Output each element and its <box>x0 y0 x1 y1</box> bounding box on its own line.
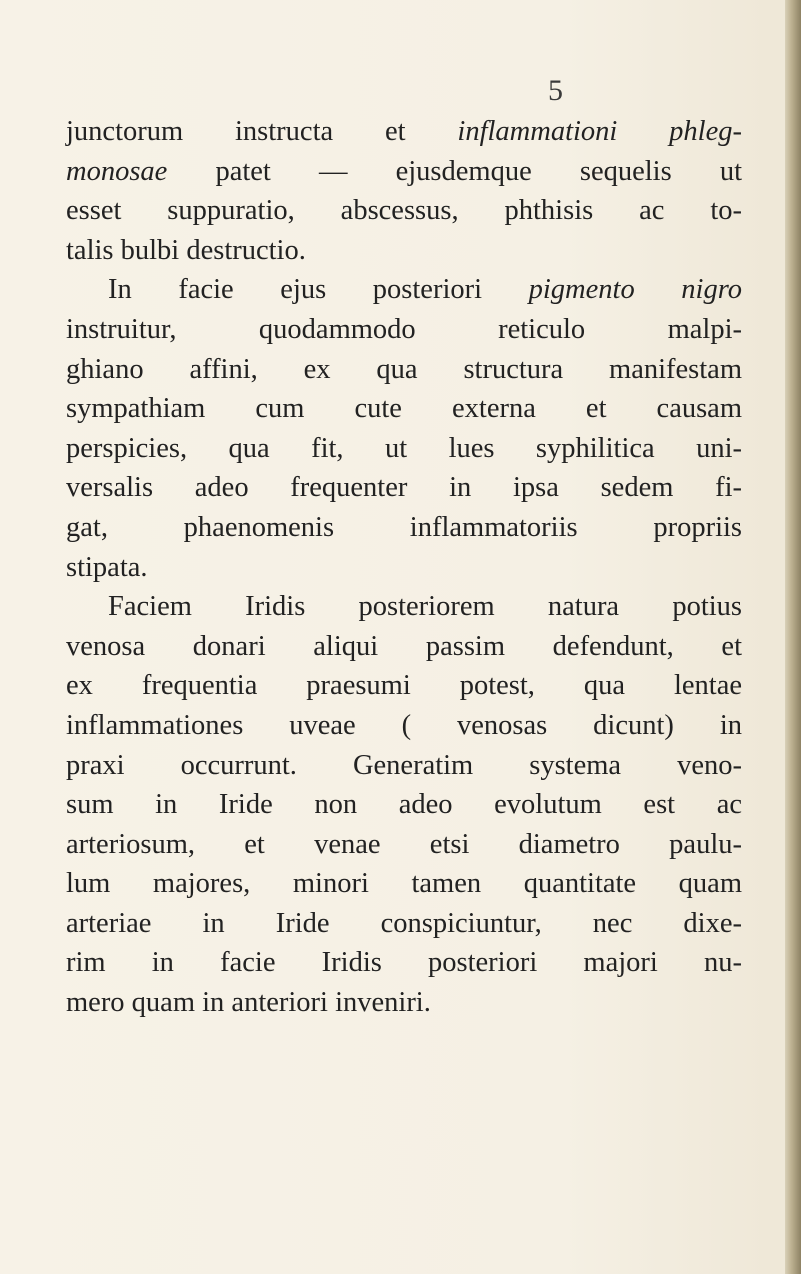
text-span: talis bulbi destructio. <box>66 234 306 266</box>
text-line <box>66 785 742 825</box>
text-span: praxi occurrunt. Generatim systema veno- <box>66 749 742 781</box>
text-line <box>66 706 742 746</box>
text-span: esset suppuratio, abscessus, phthisis ac to- <box>66 195 742 227</box>
text-span: rim in facie Iridis posteriori majori nu- <box>66 947 742 979</box>
italic-phrase: monosae <box>66 155 168 187</box>
text-line <box>66 350 742 390</box>
page-number: 5 <box>548 74 563 107</box>
text-line <box>66 310 742 350</box>
text-line <box>66 627 742 667</box>
text-span: perspicies, qua fit, ut lues syphilitica uni- <box>66 432 742 464</box>
text-span: ex frequentia praesumi potest, qua lentae <box>66 670 742 702</box>
text-line <box>66 587 742 627</box>
text-line <box>66 508 742 548</box>
text-line <box>66 468 742 508</box>
text-span: lum majores, minori tamen quantitate quam <box>66 868 742 900</box>
text-line <box>66 270 742 310</box>
text-span: In facie ejus posteriori <box>108 274 529 306</box>
text-line <box>66 666 742 706</box>
text-span: ghiano affini, ex qua structura manifestam <box>66 353 742 385</box>
text-line <box>66 152 742 192</box>
text-line <box>66 864 742 904</box>
text-span: sum in Iride non adeo evolutum est ac <box>66 789 742 821</box>
text-span: arteriae in Iride conspiciuntur, nec dixe- <box>66 907 742 939</box>
text-span: inflammationes uveae ( venosas dicunt) in <box>66 709 742 741</box>
text-span: Faciem Iridis posteriorem natura potius <box>108 591 742 623</box>
text-line <box>66 191 742 231</box>
text-line <box>66 231 742 271</box>
text-span: patet — ejusdemque sequelis ut <box>167 155 742 187</box>
text-line <box>66 429 742 469</box>
text-span: instruitur, quodammodo reticulo malpi- <box>66 313 742 345</box>
text-line <box>66 825 742 865</box>
text-line <box>66 389 742 429</box>
italic-phrase: inflammationi phleg- <box>457 116 742 147</box>
text-line <box>66 943 742 983</box>
text-line <box>66 746 742 786</box>
text-line <box>66 904 742 944</box>
text-span: arteriosum, et venae etsi diametro paulu- <box>66 828 742 860</box>
page-edge <box>785 0 801 1274</box>
text-span: mero quam in anteriori inveniri. <box>66 987 431 1019</box>
italic-phrase: pigmento nigro <box>528 274 742 306</box>
text-span: venosa donari aliqui passim defendunt, et <box>66 630 742 662</box>
text-span: stipata. <box>66 551 148 583</box>
body-text <box>66 112 742 1023</box>
text-line <box>66 983 742 1023</box>
text-span: gat, phaenomenis inflammatoriis propriis <box>66 511 742 543</box>
text-span: versalis adeo frequenter in ipsa sedem fi- <box>66 472 742 504</box>
text-line <box>66 548 742 588</box>
text-span: sympathiam cum cute externa et causam <box>66 393 742 425</box>
text-span: junctorum instructa et <box>66 116 458 147</box>
text-line <box>66 112 742 152</box>
